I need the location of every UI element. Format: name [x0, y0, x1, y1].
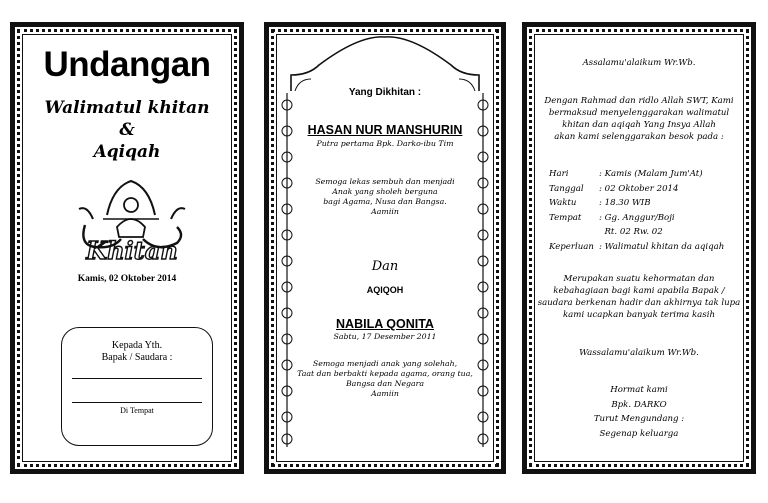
- cover-title: Undangan: [43, 45, 211, 84]
- aqiqoh-label: AQIQOH: [366, 285, 404, 295]
- closing-paragraph: [527, 273, 751, 321]
- khitan-illustration: [73, 175, 191, 267]
- intro-line: akan kami selenggarakan besok pada :: [554, 132, 724, 142]
- address-blank-line: [72, 402, 202, 403]
- closing-line: kebahagiaan bagi kami apabila Bapak /: [553, 286, 725, 296]
- closing-line: kami ucapkan banyak terima kasih: [562, 310, 716, 320]
- detail-row: [549, 225, 724, 240]
- subtitle-line: &: [119, 120, 135, 140]
- inner-panel: [264, 22, 506, 474]
- farewell: Wassalamu'alaikum Wr.Wb.: [579, 348, 699, 358]
- child2-name: NABILA QONITA: [336, 317, 434, 331]
- address-recipient: [62, 340, 212, 364]
- detail-key: [549, 225, 599, 240]
- prayer-line: Semoga lekas sembuh dan menjadi: [315, 177, 455, 186]
- subtitle-line: Walimatul khitan: [44, 98, 210, 118]
- address-line: Bapak / Saudara :: [101, 352, 173, 363]
- detail-row: [549, 196, 724, 211]
- detail-value: : 18.30 WIB: [599, 198, 651, 208]
- detail-key: Keperluan: [549, 241, 594, 252]
- detail-row: [549, 240, 724, 255]
- detail-value: : 02 Oktober 2014: [599, 183, 679, 194]
- back-panel: [522, 22, 756, 474]
- closing-line: Merupakan suatu kehormatan dan: [563, 274, 715, 284]
- detail-key: Waktu: [549, 198, 577, 208]
- address-place: Di Tempat: [120, 406, 154, 415]
- intro-paragraph: [527, 95, 751, 143]
- prayer1: [269, 177, 501, 217]
- prayer2: [269, 359, 501, 399]
- detail-row: [549, 167, 724, 182]
- child1-name: HASAN NUR MANSHURIN: [307, 123, 463, 137]
- cover-subtitle: [15, 97, 239, 163]
- co-host: Segenap keluarga: [599, 428, 679, 439]
- event-details: [549, 167, 724, 254]
- cover-panel: [10, 22, 244, 474]
- child2-birth: Sabtu, 17 Desember 2011: [333, 332, 437, 341]
- detail-key: Tanggal: [549, 183, 584, 194]
- detail-key: Tempat: [549, 212, 582, 223]
- prayer-line: Aamiin: [371, 389, 399, 398]
- regards: Hormat kami: [610, 385, 668, 395]
- prayer-line: Semoga menjadi anak yang solehah,: [312, 359, 458, 368]
- circumcised-heading: Yang Dikhitan :: [348, 87, 422, 98]
- conjunction: Dan: [371, 259, 399, 274]
- detail-value: : Kamis (Malam Jum'At): [599, 169, 703, 179]
- illustration-text: Khitan: [86, 236, 178, 265]
- intro-line: bermaksud menyelenggarakan walimatul: [548, 108, 730, 118]
- greeting: Assalamu'alaikum Wr.Wb.: [582, 58, 696, 68]
- detail-value: Rt. 02 Rw. 02: [599, 227, 663, 237]
- detail-value: : Gg. Anggur/Boji: [599, 212, 675, 223]
- address-line: Kepada Yth.: [111, 340, 163, 351]
- detail-row: [549, 211, 724, 226]
- prayer-line: Anak yang sholeh berguna: [332, 187, 438, 196]
- detail-key: Hari: [549, 169, 569, 179]
- address-blank-line: [72, 378, 202, 379]
- child1-parents: Putra pertama Bpk. Darko-ibu Tim: [316, 139, 454, 148]
- prayer-line: Bangsa dan Negara: [345, 379, 425, 388]
- co-host-label: Turut Mengundang :: [593, 414, 685, 424]
- subtitle-line: Aqiqah: [93, 142, 161, 162]
- intro-line: khitan dan aqiqah Yang Insya Allah: [562, 120, 716, 130]
- signature-block: [527, 383, 751, 441]
- prayer-line: bagi Agama, Nusa dan Bangsa.: [323, 197, 447, 206]
- intro-line: Dengan Rahmad dan ridlo Allah SWT, Kami: [544, 96, 734, 106]
- detail-row: [549, 182, 724, 197]
- prayer-line: Taat dan berbakti kepada agama, orang tua,: [297, 369, 473, 378]
- child2-block: [269, 317, 501, 342]
- host-name: Bpk. DARKO: [611, 399, 667, 410]
- child1-block: [269, 123, 501, 149]
- prayer-line: Aamiin: [371, 207, 399, 216]
- arch-ornament: [289, 35, 481, 93]
- event-date: Kamis, 02 Oktober 2014: [77, 274, 177, 284]
- detail-value: : Walimatul khitan da aqiqah: [599, 241, 725, 252]
- closing-line: saudara berkenan hadir dan akhirnya tak lupa: [537, 298, 741, 308]
- address-box: [61, 327, 213, 446]
